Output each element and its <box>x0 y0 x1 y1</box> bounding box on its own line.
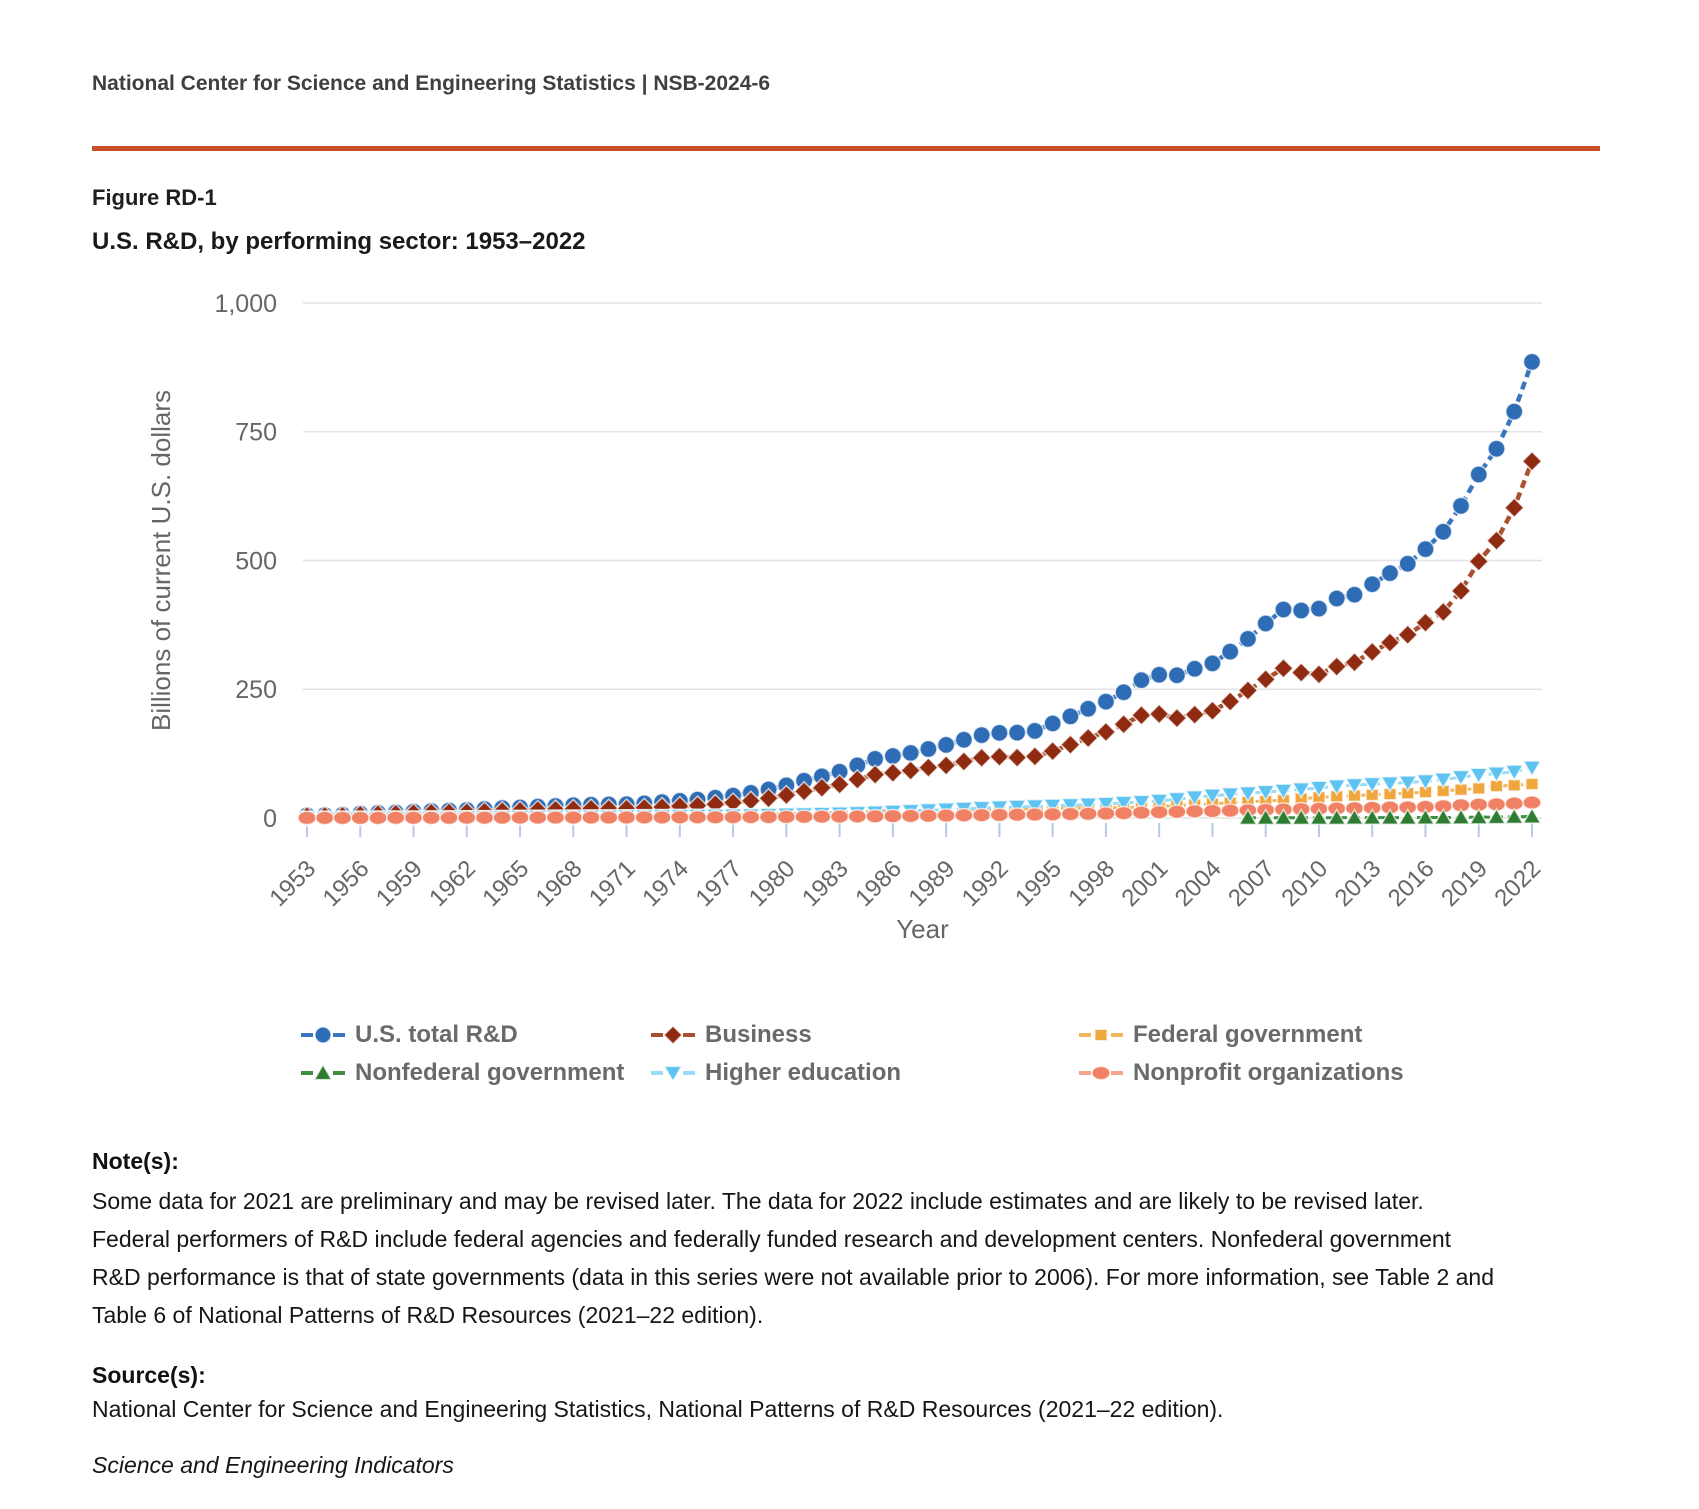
x-tick-label: 2001 <box>1116 855 1174 912</box>
y-tick-label: 1,000 <box>214 289 277 318</box>
x-tick-label: 1980 <box>743 855 801 912</box>
series-markers <box>299 353 1541 823</box>
x-tick-label: 1965 <box>477 855 535 912</box>
legend-item-u-s-total-r-d[interactable] <box>300 1020 518 1050</box>
y-tick-label: 0 <box>263 804 277 833</box>
legend-label: Nonprofit organizations <box>1133 1059 1404 1086</box>
notes-body: Some data for 2021 are preliminary and may be revised later. The data for 2022 include estimates and are likely to be revised later. Federal performers of R&D include federal agencies and federally funded research and development centers. Nonfederal government R&D performance is that of state governments (data in this series were not available prior to 2006). For more information, see Table 2 and Table 6 of National Patterns of R&D Resources (2021–22 edition). <box>92 1188 1495 1328</box>
figure-title: U.S. R&D, by performing sector: 1953–2022 <box>92 228 586 255</box>
legend-marker-icon <box>300 1061 346 1085</box>
legend-label: Federal government <box>1133 1021 1363 1048</box>
legend-label: Nonfederal government <box>355 1059 625 1086</box>
x-tick-label: 1962 <box>424 855 482 912</box>
series-markers <box>298 452 1542 826</box>
legend-label: U.S. total R&D <box>355 1021 518 1048</box>
x-tick-label: 1992 <box>956 855 1014 912</box>
x-tick-label: 1974 <box>637 855 695 912</box>
x-tick-label: 1971 <box>583 855 641 912</box>
legend-marker-icon <box>1078 1061 1124 1085</box>
footer-indicators: Science and Engineering Indicators <box>92 1452 454 1478</box>
y-tick-label: 250 <box>235 676 277 704</box>
x-tick-label: 2022 <box>1489 855 1547 912</box>
x-tick-label: 1995 <box>1010 855 1067 912</box>
figure-label: Figure RD-1 <box>92 185 217 210</box>
series-line <box>307 461 1532 816</box>
x-tick-label: 2004 <box>1169 855 1227 912</box>
legend-marker-icon <box>650 1061 696 1085</box>
source-body: National Center for Science and Engineering Statistics, National Patterns of R&D Resources (2021–22 edition). <box>92 1396 1224 1422</box>
legend-label: Business <box>705 1021 812 1048</box>
x-tick-label: 2013 <box>1329 855 1387 912</box>
legend-marker-icon <box>300 1023 346 1047</box>
x-tick-label: 1959 <box>370 855 428 912</box>
x-axis-title: Year <box>896 914 949 944</box>
legend-item-federal-government[interactable] <box>1078 1020 1362 1050</box>
legend-marker-icon <box>650 1023 696 1047</box>
legend-item-higher-education[interactable] <box>650 1058 901 1088</box>
legend-item-nonfederal-government[interactable] <box>300 1058 624 1088</box>
rd-line-chart <box>92 255 1562 960</box>
x-tick-label: 1983 <box>797 855 854 912</box>
x-tick-label: 1989 <box>903 855 961 912</box>
x-tick-label: 1968 <box>530 855 588 912</box>
series-markers <box>1239 808 1540 824</box>
x-tick-label: 2010 <box>1276 855 1334 912</box>
x-tick-label: 2019 <box>1436 855 1493 912</box>
x-tick-label: 1998 <box>1063 855 1121 912</box>
source-heading: Source(s): <box>92 1362 206 1388</box>
header-rule <box>92 146 1600 151</box>
notes-heading: Note(s): <box>92 1148 179 1174</box>
x-tick-label: 1986 <box>850 855 908 912</box>
legend-item-nonprofit-organizations[interactable] <box>1078 1058 1404 1088</box>
x-tick-label: 1953 <box>264 855 322 912</box>
chart-legend <box>92 1012 1572 1102</box>
x-tick-label: 2016 <box>1382 855 1440 912</box>
y-axis-title: Billions of current U.S. dollars <box>146 389 176 732</box>
chart-canvas <box>92 255 1562 960</box>
x-tick-label: 1956 <box>317 855 375 912</box>
legend-label: Higher education <box>705 1059 902 1086</box>
y-tick-label: 500 <box>235 547 277 576</box>
x-tick-label: 1977 <box>690 855 748 912</box>
report-header: National Center for Science and Engineering Statistics | NSB-2024-6 <box>92 72 771 95</box>
legend-item-business[interactable] <box>650 1020 812 1050</box>
y-tick-label: 750 <box>235 418 277 447</box>
x-tick-label: 2007 <box>1223 855 1280 912</box>
legend-marker-icon <box>1078 1023 1124 1047</box>
